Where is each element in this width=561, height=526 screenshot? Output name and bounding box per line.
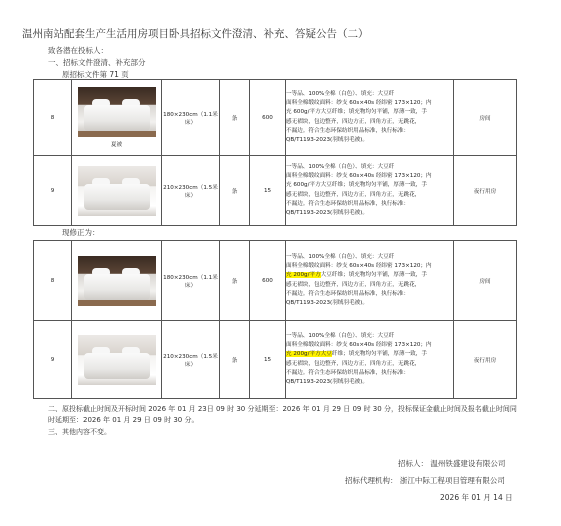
seq-cell: 8 (34, 80, 72, 156)
desc-line: 感无褶块，包边整齐，四边方正，四角方正，无跳花， (286, 360, 421, 367)
desc-line: 面料全棉缎纹面料：纱支 60s×40s 经纬密 173×120；内 (286, 342, 432, 349)
desc-line: 充 600g/平方大豆纤维；填充物均匀平铺，厚薄一致，手 (286, 109, 427, 116)
unit-cell: 条 (220, 241, 250, 321)
table-row (34, 321, 517, 399)
section-3: 三、其他内容不变。 (48, 428, 111, 436)
unit-cell: 条 (220, 156, 250, 226)
image-cell (72, 80, 162, 156)
table-row (34, 241, 517, 321)
desc-line: 一等品、100%全棉（白色）、填充：大豆纤 (286, 163, 395, 170)
seq-cell: 9 (34, 321, 72, 399)
desc-line: 一等品、100%全棉（白色）、填充：大豆纤 (286, 253, 395, 260)
desc-line: QB/T1193-2023(羽绒羽毛被)。 (286, 378, 368, 385)
desc-line: QB/T1193-2023(羽绒羽毛被)。 (286, 299, 368, 306)
agent-signoff: 招标代理机构： 浙江中际工程项目管理有限公司 (345, 476, 505, 485)
section-2-line-2: 时延期至：2026 年 01 月 29 日 09 时 30 分。 (48, 416, 199, 424)
desc-line: 不漏边。符合生态环保纺织用品标准，执行标准： (286, 369, 410, 376)
image-cell (72, 156, 162, 226)
unit-cell: 条 (220, 80, 250, 156)
desc-line-amended (286, 271, 453, 280)
desc-line: 不漏边。符合生态环保纺织用品标准，执行标准： (286, 200, 410, 207)
size-cell: 180×230cm（1.1米床） (162, 241, 220, 321)
corrected-spec-table (33, 240, 517, 399)
table-row (34, 80, 517, 156)
image-cell (72, 321, 162, 399)
original-spec-table (33, 79, 517, 226)
use-cell: 房间 (454, 241, 517, 321)
signoff-date: 2026 年 01 月 14 日 (440, 493, 513, 502)
table-row (34, 156, 517, 226)
desc-line: 不漏边。符合生态环保纺织用品标准，执行标准： (286, 127, 410, 134)
desc-line: 一等品、100%全棉（白色）、填充：大豆纤 (286, 332, 395, 339)
size-cell: 180×230cm（1.1米床） (162, 80, 220, 156)
desc-line: 感无褶块，包边整齐，四边方正，四角方正，无跳花， (286, 191, 421, 198)
quilt-photo (78, 87, 156, 137)
use-cell: 夜行用房 (454, 156, 517, 226)
desc-line: 感无褶块，包边整齐，四边方正，四角方正，无跳花， (286, 118, 421, 125)
desc-line: 面料全棉缎纹面料：纱支 60s×40s 经纬密 173×120；内 (286, 263, 432, 270)
size-cell: 210×230cm（1.5米床） (162, 156, 220, 226)
desc-line: 面料全棉缎纹面料：纱支 60s×40s 经纬密 173×120；内 (286, 100, 432, 107)
greeting: 致各潜在投标人： (48, 46, 108, 55)
section-2-line-1: 二、原投标截止时间及开标时间 2026 年 01 月 23日 09 时 30 分延期至：2026 年 01 月 29 日 09 时 30 分，投标保证金截止时间及报名截止时间同 (48, 405, 517, 413)
image-caption: 夏被 (110, 142, 123, 148)
size-cell: 210×230cm（1.5米床） (162, 321, 220, 399)
qty-cell: 600 (250, 241, 286, 321)
desc-line: QB/T1193-2023(羽绒羽毛被)。 (286, 209, 368, 216)
tenderer-signoff: 招标人： 温州铁盛建设有限公司 (398, 459, 506, 468)
desc-cell (286, 80, 454, 156)
desc-line-amended (286, 350, 453, 359)
section-1-heading: 一、招标文件澄清、补充部分 (48, 58, 146, 67)
use-cell: 房间 (454, 80, 517, 156)
seq-cell: 8 (34, 241, 72, 321)
qty-cell: 15 (250, 156, 286, 226)
quilt-photo (78, 256, 156, 306)
desc-line-rest: 纤维；填充物均匀平铺，厚薄一致，手 (331, 351, 427, 358)
desc-cell (286, 241, 454, 321)
desc-cell (286, 156, 454, 226)
notice-title: 温州南站配套生产生活用房项目卧具招标文件澄清、补充、答疑公告（二） (22, 28, 369, 40)
unit-cell: 条 (220, 321, 250, 399)
desc-line: 面料全棉缎纹面料：纱支 60s×40s 经纬密 173×120；内 (286, 173, 432, 180)
amended-highlight: 充 200g/平方大豆 (286, 351, 332, 358)
desc-line: 不漏边。符合生态环保纺织用品标准，执行标准： (286, 290, 410, 297)
desc-line: QB/T1193-2023(羽绒羽毛被)。 (286, 136, 368, 143)
seq-cell: 9 (34, 156, 72, 226)
quilt-photo (78, 166, 156, 216)
quilt-photo (78, 335, 156, 385)
original-page-reference: 原招标文件第 71 页 (62, 70, 129, 79)
use-cell: 夜行用房 (454, 321, 517, 399)
corrected-label: 现修正为： (62, 228, 100, 237)
desc-line: 充 600g/平方大豆纤维；填充物均匀平铺，厚薄一致，手 (286, 182, 427, 189)
desc-line: 一等品、100%全棉（白色）、填充：大豆纤 (286, 90, 395, 97)
desc-cell (286, 321, 454, 399)
qty-cell: 600 (250, 80, 286, 156)
desc-line-rest: 大豆纤维；填充物均匀平铺，厚薄一致，手 (320, 272, 427, 279)
desc-line: 感无褶块，包边整齐，四边方正，四角方正，无跳花， (286, 281, 421, 288)
qty-cell: 15 (250, 321, 286, 399)
image-cell (72, 241, 162, 321)
amended-highlight: 充 200g/平方 (286, 272, 321, 279)
